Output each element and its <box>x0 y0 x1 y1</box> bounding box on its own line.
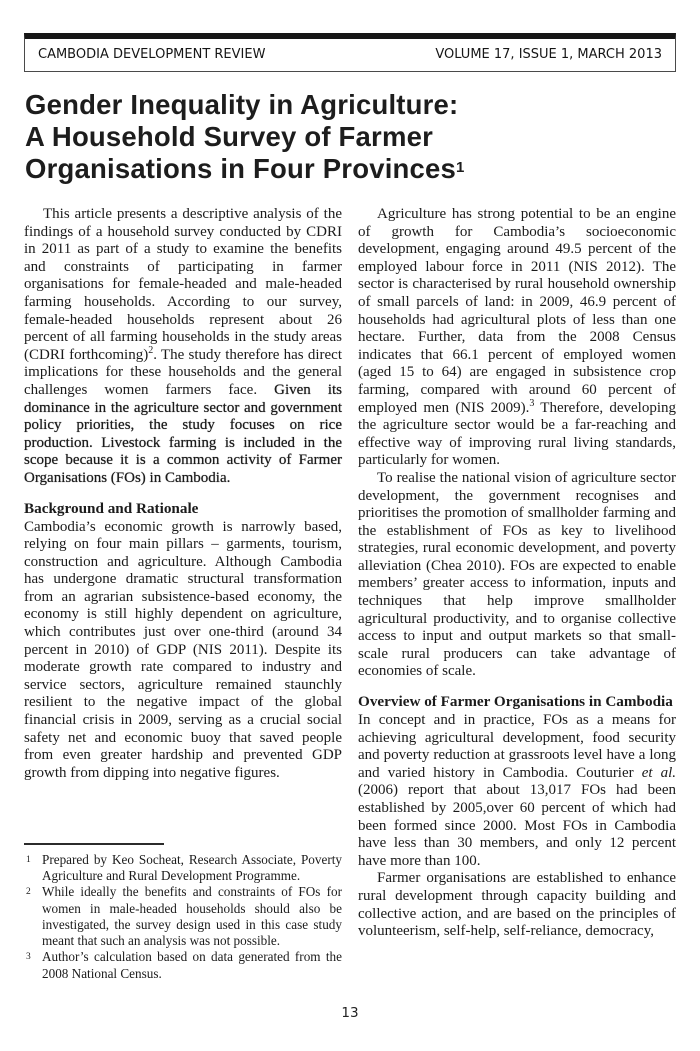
footnote-marker: 2 <box>26 887 31 898</box>
footnote <box>24 949 342 982</box>
paragraph-text: Agriculture has strong potential to be an engine of growth for Cambodia’s socioeconomic development, engaging around 49.5 percent of the employed labour force in 2011 (NIS 2012). The sector is characterised by rural household ownership of small parcels of land: in 2009, 46.9 percent of households had agricultural plots of less than one hectare. Further, data from the 2008 Census indicates that 66.1 percent of employed women (aged 15 to 64) are engaged in subsistence crop farming, compared with around 60 percent of employed men (NIS 2009). <box>358 206 676 416</box>
title-line-3 <box>25 153 676 185</box>
footnote-marker: 1 <box>26 854 31 865</box>
footnote-separator-rule <box>24 843 164 845</box>
paragraph-text: Therefore, developing the agriculture sector would be a far-reaching and effective way of improving rural living standards, particularly for women. <box>358 399 676 469</box>
footnote <box>24 852 342 885</box>
paragraph-text-italic: et al. <box>641 764 676 781</box>
paragraph-agriculture <box>358 206 676 470</box>
paragraph-background: Cambodia’s economic growth is narrowly based, relying on four main pillars – garments, tourism, construction and agriculture. Although Cambodia has undergone dramatic structural transformation from an agrarian subsistence-based economy, the economy is still highly dependent on agriculture, which contributes just over one-third (around 34 percent in 2010) of GDP (NIS 2011). Despite its moderate growth rate compared to industry and service sectors, agriculture remained staunchly resilient to the negative impact of the global financial crisis in 2009, serving as a crucial social safety net and economic buoy that saved people from even greater hardship and prevented GDP growth from dipping into negative figures. <box>24 518 342 781</box>
footnote-text: Prepared by Keo Socheat, Research Associate, Poverty Agriculture and Rural Development Programme. <box>42 851 342 883</box>
footnote-ref-3: 3 <box>529 397 535 409</box>
footnote <box>24 884 342 949</box>
footnotes-block <box>24 843 342 1008</box>
masthead <box>24 33 676 72</box>
footnote-text: While ideally the benefits and constraints of FOs for women in male-headed households should also be investigated, the survey design used in this case study meant that such an analysis was not possible. <box>42 884 342 949</box>
paragraph-text: (2006) report that about 13,017 FOs had been established by 2005,over 60 percent of which had been formed since 2000. Most FOs in Cambodia have less than 30 members, and only 12 percent have more than 100. <box>358 782 676 869</box>
footnote-text: Author’s calculation based on data generated from the 2008 National Census. <box>42 949 342 981</box>
title-footnote-ref: 1 <box>456 159 465 176</box>
paragraph-fo-history <box>358 712 676 870</box>
left-column <box>24 206 342 1008</box>
title-line-3-text: Organisations in Four Provinces <box>25 153 457 184</box>
section-heading-overview: Overview of Farmer Organisations in Cambodia <box>358 693 673 711</box>
title-line-2: A Household Survey of Farmer <box>25 121 434 152</box>
page-number: 13 <box>341 1005 359 1021</box>
paragraph-national-vision: To realise the national vision of agriculture sector development, the government recognises and prioritises the promotion of smallholder farming and the establishment of FOs as key to livelihood strategies, rural economic development, and poverty alleviation (Chea 2010). FOs are expected to enable members’ greater access to information, inputs and techniques that help improve smallholder agricultural productivity, and to organise collective access to input and output markets so that small-scale rural producers can take advantage of economies of scale. <box>358 469 676 680</box>
article-title <box>25 89 676 185</box>
issue-info: VOLUME 17, ISSUE 1, MARCH 2013 <box>435 47 662 62</box>
right-column <box>358 206 676 1008</box>
section-heading-background: Background and Rationale <box>24 499 199 517</box>
paragraph-text: . The study therefore has direct implications for these households and the general challenges women farmers face. <box>24 346 342 398</box>
paragraph-text: In concept and in practice, FOs as a means for achieving agricultural development, food security and poverty reduction at grassroots level have a long and varied history in Cambodia. Couturier <box>358 712 676 781</box>
article-body <box>24 206 676 1008</box>
footnote-ref-2: 2 <box>148 344 154 356</box>
paragraph-text: This article presents a descriptive analysis of the findings of a household survey conducted by CDRI in 2011 as part of a study to examine the benefits and constraints of participating in farmer organisations for female-headed and male-headed farming households. According to our survey, female-headed households represent about 26 percent of all farming households in the study areas (CDRI forthcoming) <box>24 206 342 363</box>
journal-name: CAMBODIA DEVELOPMENT REVIEW <box>38 47 266 62</box>
footnote-marker: 3 <box>26 952 31 963</box>
paragraph-text-emphasis: Given its dominance in the agriculture sector and government policy priorities, the study focuses on rice production. Livestock farming is included in the scope because it is a common activity of Farmer Organisations (FOs) in Cambodia. <box>24 381 342 486</box>
title-line-1: Gender Inequality in Agriculture: <box>25 89 459 120</box>
paragraph-intro <box>24 206 342 488</box>
paragraph-fo-principles: Farmer organisations are established to enhance rural development through capacity building and collective action, and are based on the principles of volunteerism, self-help, self-reliance, democracy, <box>358 870 676 940</box>
